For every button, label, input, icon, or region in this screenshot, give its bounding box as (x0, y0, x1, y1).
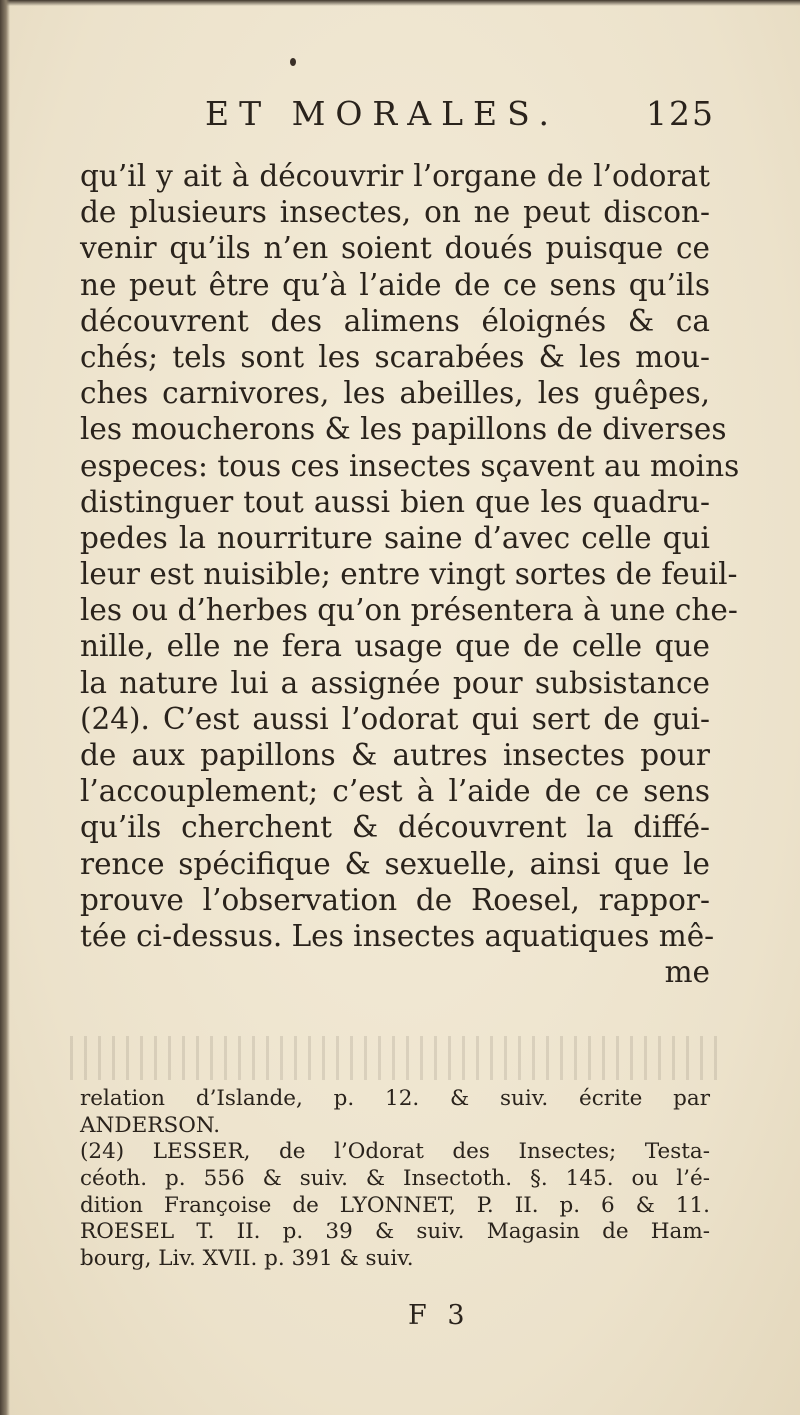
binding-edge (0, 0, 10, 1415)
text-line: chés; tels sont les scarabées & les mou- (80, 339, 710, 374)
text-line: ches carnivores, les abeilles, les guêpes, (80, 376, 710, 411)
text-line: les ou d’herbes qu’on présentera à une che- (80, 593, 738, 628)
text-line: pedes la nourriture saine d’avec celle qui (80, 520, 710, 555)
text-line: rence spécifique & sexuelle, ainsi que le (80, 846, 710, 881)
text-line: de plusieurs insectes, on ne peut discon- (80, 195, 710, 230)
text-line: ne peut être qu’à l’aide de ce sens qu’ils (80, 267, 710, 302)
signature-mark: F 3 (408, 1300, 471, 1331)
text-line: leur est nuisible; entre vingt sortes de feuil- (80, 557, 738, 592)
main-text (80, 158, 740, 990)
text-line: la nature lui a assignée pour subsistance (80, 665, 710, 700)
page-top-edge (0, 0, 800, 6)
running-title: ET MORALES. (205, 94, 560, 133)
text-line: découvrent des alimens éloignés & ca (80, 303, 710, 338)
catchword-line: me (664, 955, 710, 990)
footnote-line: bourg, Liv. XVII. p. 391 & suiv. (80, 1246, 414, 1272)
bleed-through (70, 1036, 720, 1080)
text-line: prouve l’observation de Roesel, rappor- (80, 882, 710, 917)
text-line: l’accouplement; c’est à l’aide de ce sens (80, 774, 710, 809)
footnote-line: céoth. p. 556 & suiv. & Insectoth. §. 145. ou l’é- (80, 1166, 710, 1192)
text-line: distinguer tout aussi bien que les quadru- (80, 484, 710, 519)
text-line: de aux papillons & autres insectes pour (80, 738, 710, 772)
page-number: 125 (646, 94, 715, 133)
footnote-line: ANDERSON. (80, 1112, 221, 1138)
footnote-line: ROESEL T. II. p. 39 & suiv. Magasin de Ham- (80, 1219, 710, 1245)
footnote-line: dition Françoise de LYONNET, P. II. p. 6 & 11. (80, 1192, 710, 1218)
text-line: (24). C’est aussi l’odorat qui sert de gui- (80, 701, 710, 736)
footnote-line: relation d’Islande, p. 12. & suiv. écrite par (80, 1086, 710, 1111)
text-line: tée ci-dessus. Les insectes aquatiques mê- (80, 918, 715, 953)
running-head (205, 94, 715, 138)
footnotes (80, 1086, 710, 1273)
ink-mark (290, 58, 296, 66)
text-line: les moucherons & les papillons de diverses (80, 412, 727, 447)
text-line: nille, elle ne fera usage que de celle que (80, 629, 710, 664)
text-line: qu’il y ait à découvrir l’organe de l’odorat (80, 159, 710, 193)
text-line: qu’ils cherchent & découvrent la diffé- (80, 810, 710, 845)
footnote-line: (24) LESSER, de l’Odorat des Insectes; Testa- (80, 1139, 710, 1165)
text-line: especes: tous ces insectes sçavent au moins (80, 448, 740, 483)
text-line: venir qu’ils n’en soient doués puisque ce (80, 231, 710, 266)
